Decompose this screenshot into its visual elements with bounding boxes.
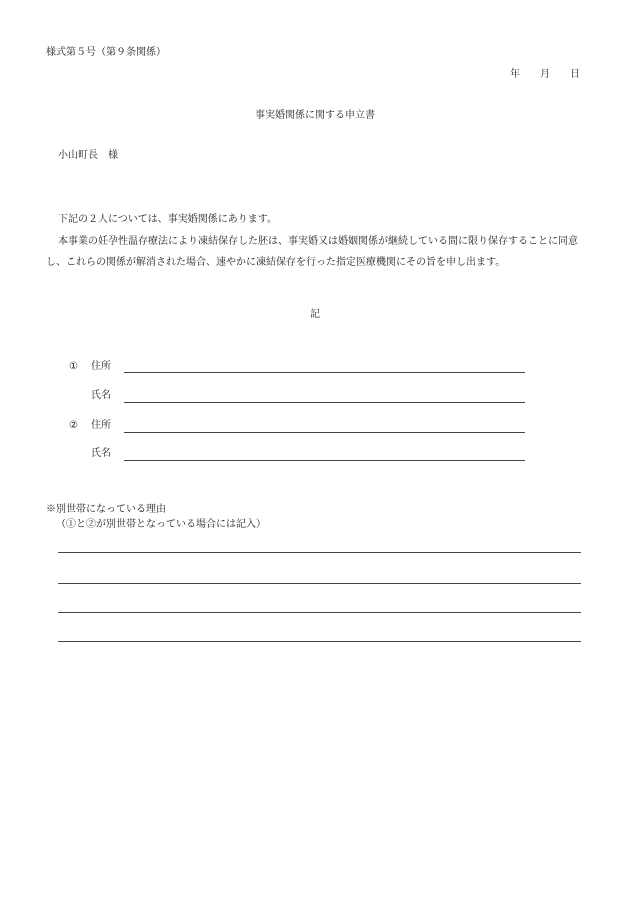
person-2-name-field[interactable] <box>124 460 525 461</box>
statement-line-2: 本事業の妊孕性温存療法により凍結保存した胚は、事実婚又は婚姻関係が継続している間に限り保存することに同意し、これらの関係が解消された場合、速やかに凍結保存を行った指定医療機関にその旨を申し出ます。 <box>46 235 578 268</box>
person-1-address-label: 住所 <box>91 361 111 372</box>
ki-heading: 記 <box>310 309 320 320</box>
statement-body <box>46 209 584 274</box>
date-day-label: 日 <box>570 69 580 80</box>
reason-line-1[interactable] <box>58 552 581 553</box>
reason-line-4[interactable] <box>58 641 581 642</box>
person-1-address-field[interactable] <box>124 372 525 373</box>
document-title: 事実婚関係に関する申立書 <box>255 110 375 121</box>
person-1-name-label: 氏名 <box>91 390 111 401</box>
reason-line-2[interactable] <box>58 583 581 584</box>
date-line <box>490 70 580 80</box>
reason-line-3[interactable] <box>58 612 581 613</box>
form-number: 様式第５号（第９条関係） <box>46 47 166 58</box>
person-2-address-label: 住所 <box>91 420 111 431</box>
person-2-name-label: 氏名 <box>91 448 111 459</box>
person-2-number: ② <box>69 420 78 431</box>
reason-note: （①と②が別世帯となっている場合には記入） <box>56 519 266 530</box>
addressee: 小山町長 様 <box>58 150 118 161</box>
person-1-number: ① <box>69 361 78 372</box>
person-2-address-field[interactable] <box>124 432 525 433</box>
person-1-name-field[interactable] <box>124 402 525 403</box>
date-year-label: 年 <box>510 69 520 80</box>
statement-line-1: 下記の２人については、事実婚関係にあります。 <box>58 214 277 225</box>
date-month-label: 月 <box>540 69 550 80</box>
reason-heading: ※別世帯になっている理由 <box>46 504 166 515</box>
